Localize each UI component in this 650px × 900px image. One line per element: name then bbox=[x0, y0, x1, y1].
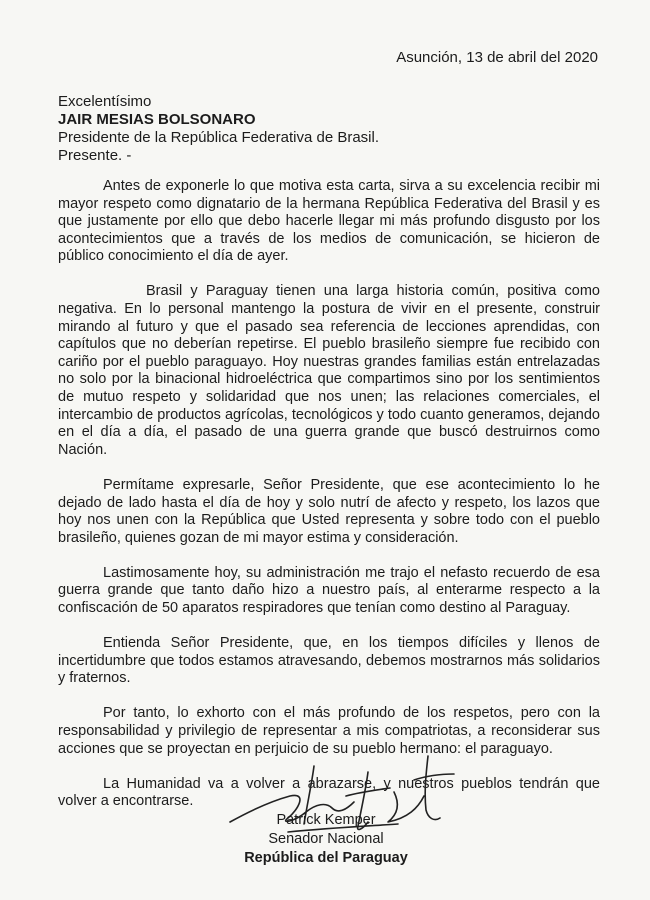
paragraph-7: La Humanidad va a volver a abrazarse, y nuestros pueblos tendrán que volver a encontrarse. bbox=[58, 775, 600, 810]
recipient-name: JAIR MESIAS BOLSONARO bbox=[58, 111, 256, 128]
signer-country: República del Paraguay bbox=[244, 850, 408, 866]
recipient-presente: Presente. - bbox=[58, 147, 132, 164]
signer-name: Patrick Kemper bbox=[276, 812, 376, 828]
recipient-block bbox=[58, 93, 379, 165]
paragraph-1: Antes de exponerle lo que motiva esta carta, sirva a su excelencia recibir mi mayor respeto como dignatario de la hermana República Federativa del Brasil y es que justamente por ello que debo hacerle llegar mi más profundo disgusto por los acontecimientos que a través de los medios de comunicación, se hicieron de público conocimiento el día de ayer. bbox=[58, 178, 600, 265]
signer-position: Senador Nacional bbox=[268, 831, 384, 847]
paragraph-4: Lastimosamente hoy, su administración me trajo el nefasto recuerdo de esa guerra grande que tanto daño hizo a nuestro país, al enterarme respecto a la confiscación de 50 aparatos respiradores que tenían como destino al Paraguay. bbox=[58, 564, 600, 616]
paragraph-2: Brasil y Paraguay tienen una larga historia común, positiva como negativa. En lo personal mantengo la postura de vivir en el presente, construir mirando al futuro y que el pasado sea referencia de lecciones aprendidas, con capítulos que no deberían repetirse. El pueblo brasileño siempre fue recibido con cariño por el pueblo paraguayo. Hoy nuestras grandes familias están entrelazadas no solo por la binacional hidroeléctrica que compartimos sino por los sentimientos de mutuo respeto y solidaridad que nos unen; las relaciones comerciales, el intercambio de productos agrícolas, tecnológicos y todo cuanto generamos, dejando en el día a día, el pasado de una guerra grande que buscó destruirnos como Nación. bbox=[58, 283, 600, 458]
signer-block bbox=[236, 811, 416, 868]
recipient-salutation: Excelentísimo bbox=[58, 93, 152, 110]
letter-date: Asunción, 13 de abril del 2020 bbox=[396, 49, 598, 66]
paragraph-5: Entienda Señor Presidente, que, en los tiempos difíciles y llenos de incertidumbre que todos estamos atravesando, debemos mostrarnos más solidarios y fraternos. bbox=[58, 635, 600, 687]
recipient-title: Presidente de la República Federativa de Brasil. bbox=[58, 129, 380, 146]
letter-body bbox=[58, 178, 600, 828]
paragraph-3: Permítame expresarle, Señor Presidente, que ese acontecimiento lo he dejado de lado hasta el día de hoy y solo nutrí de afecto y respeto, los lazos que hoy nos unen con la República que Usted representa y sobre todo con el pueblo brasileño, quienes gozan de mi mayor estima y consideración. bbox=[58, 476, 600, 546]
paragraph-6: Por tanto, lo exhorto con el más profundo de los respetos, pero con la responsabilidad y privilegio de representar a mis compatriotas, a reconsiderar sus acciones que se proyectan en perjuicio de su pueblo hermano: el paraguayo. bbox=[58, 705, 600, 757]
